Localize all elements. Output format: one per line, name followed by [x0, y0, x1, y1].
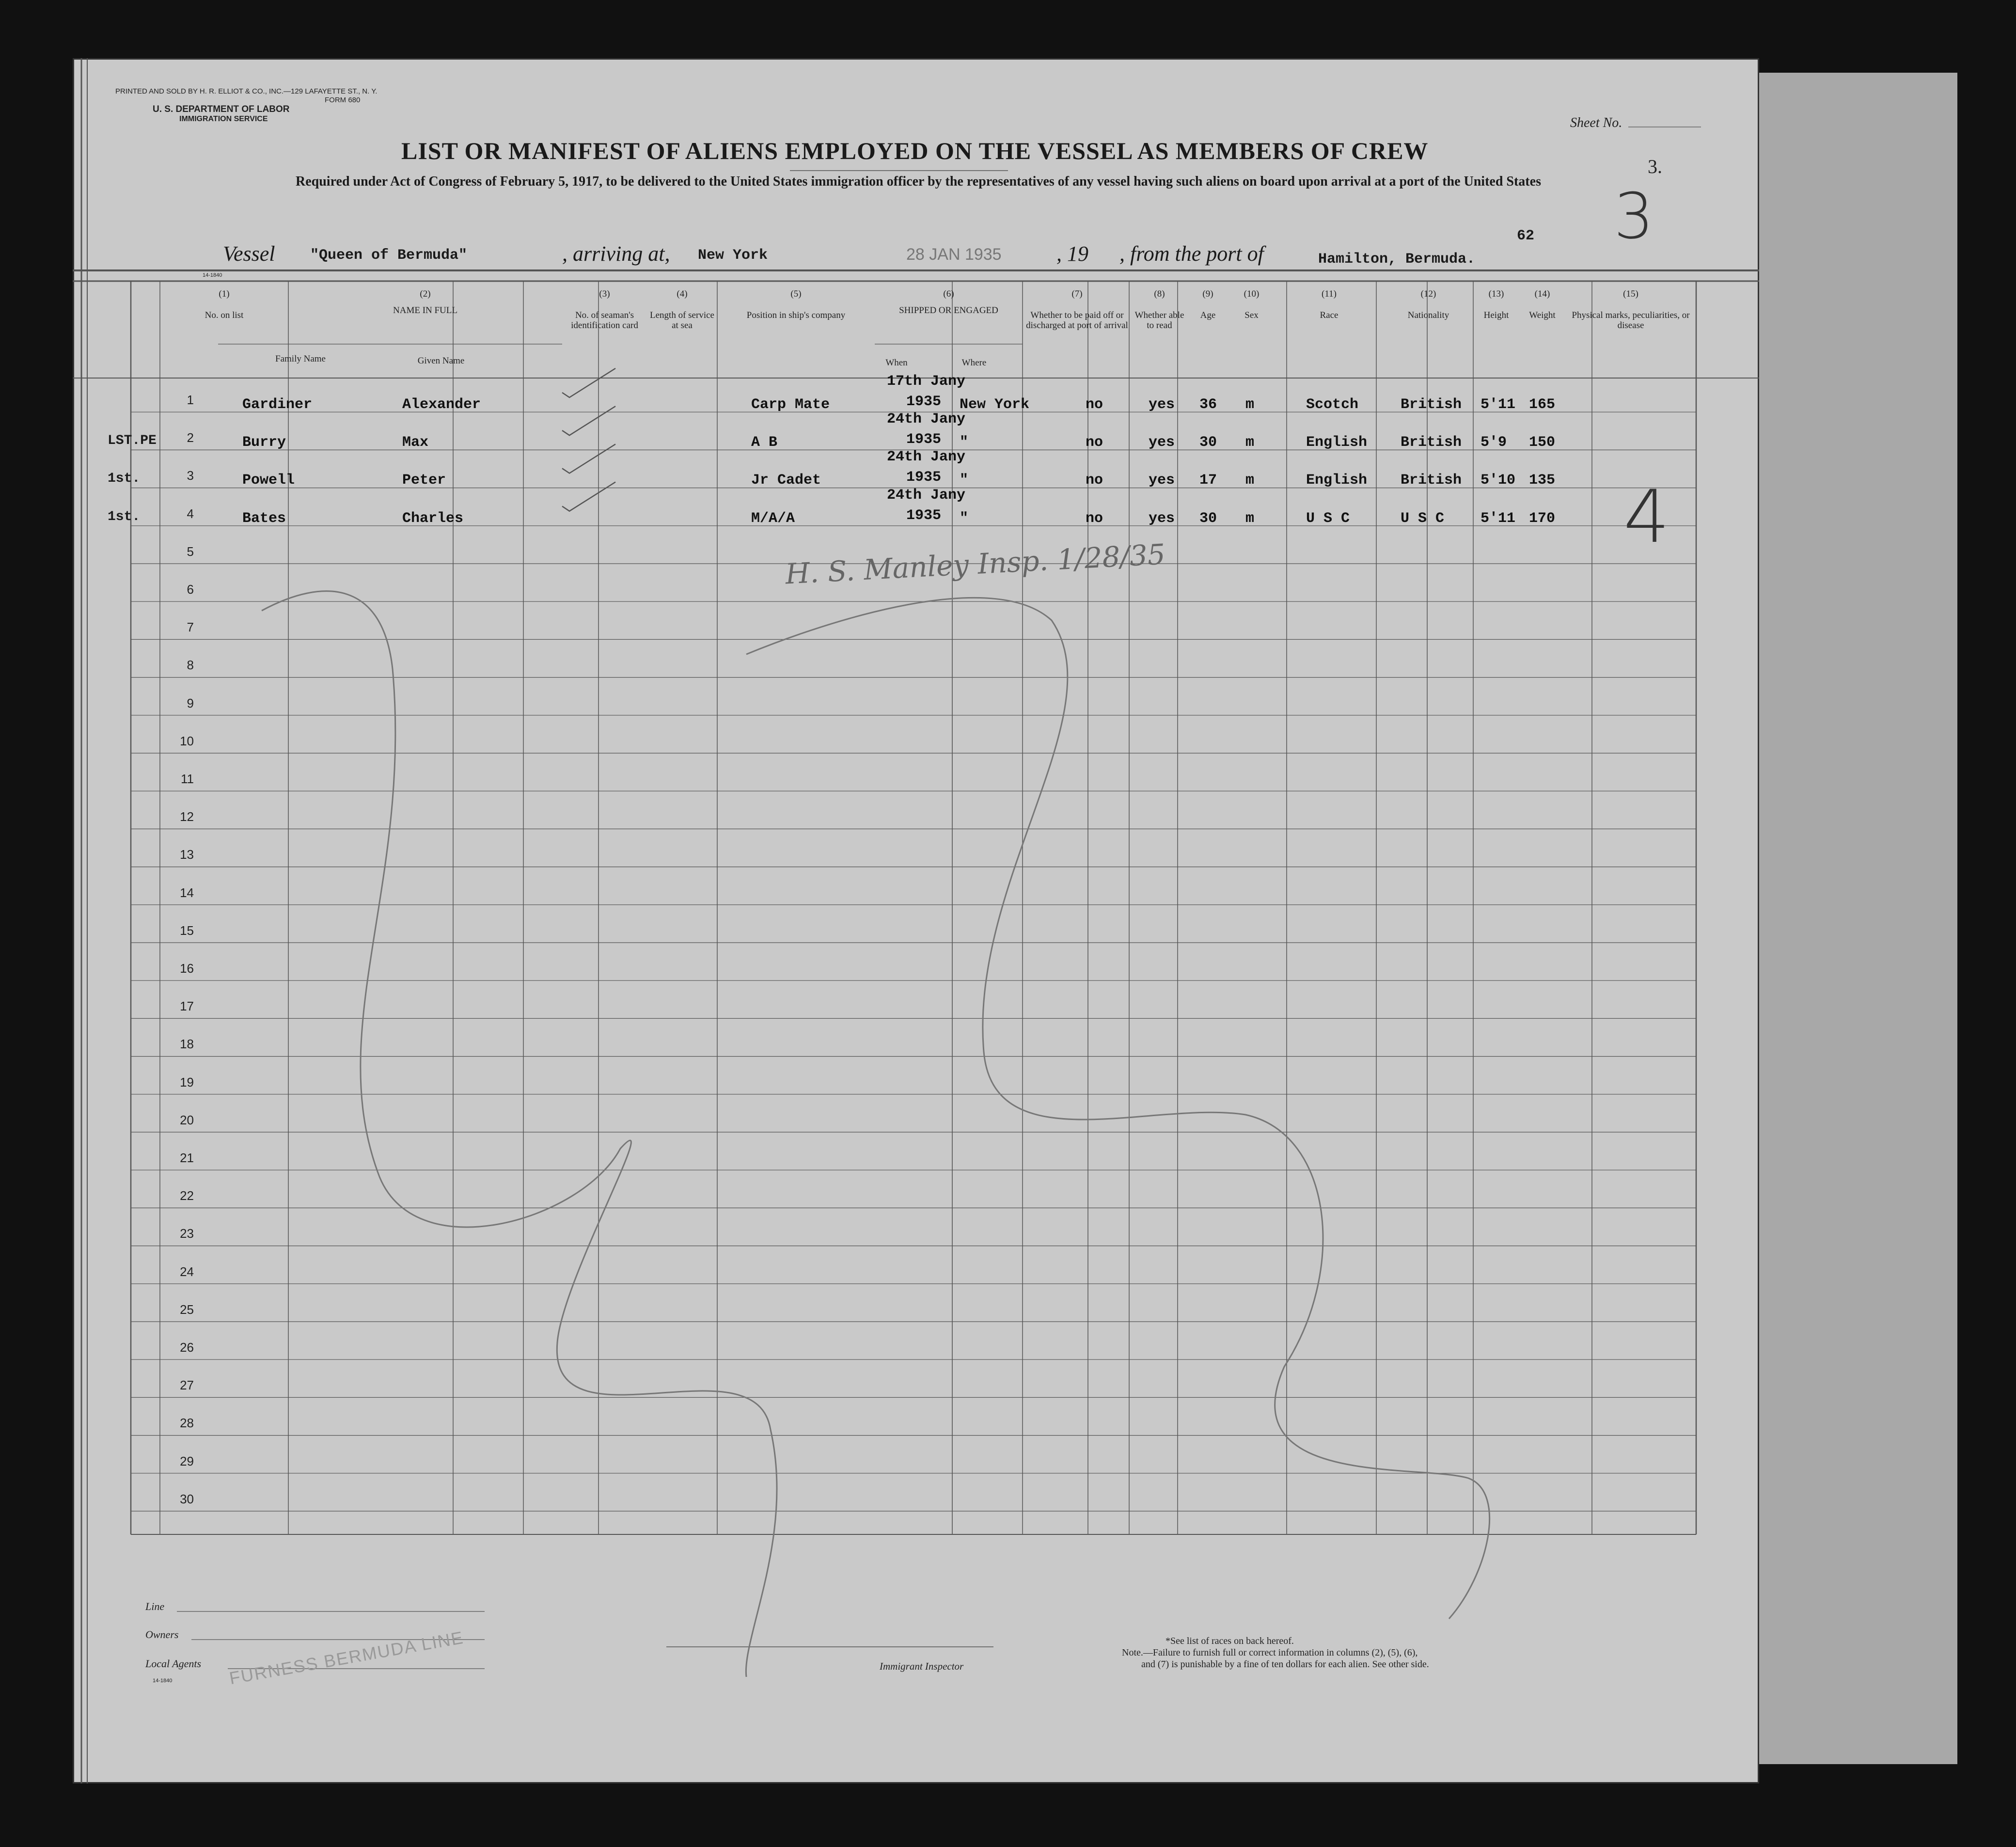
column-number: (2) — [420, 289, 431, 299]
date-stamp: 28 JAN 1935 — [906, 245, 1002, 264]
row-number: 27 — [180, 1378, 194, 1393]
column-header: Height — [1483, 310, 1509, 320]
row-prefix: LST.PE — [108, 433, 157, 449]
column-number: (10) — [1244, 289, 1260, 299]
row-number: 15 — [180, 923, 194, 938]
printer-line: PRINTED AND SOLD BY H. R. ELLIOT & CO., INC.—129 LAFAYETTE ST., N. Y. — [115, 87, 378, 95]
footer-code: 14-1840 — [153, 1678, 173, 1684]
column-header: Nationality — [1407, 310, 1449, 320]
sex-cell: m — [1245, 434, 1255, 451]
column-header: Race — [1320, 310, 1339, 320]
shipped-when-date-cell: 24th Jany — [887, 487, 966, 504]
shipped-when-year-cell: 1935 — [906, 431, 942, 448]
sex-cell: m — [1245, 396, 1255, 413]
row-number: 7 — [187, 620, 194, 635]
row-number: 1 — [187, 393, 194, 407]
row-number: 17 — [180, 999, 194, 1014]
service-name: IMMIGRATION SERVICE — [179, 115, 268, 123]
row-prefix: 1st. — [108, 471, 141, 487]
department-name: U. S. DEPARTMENT OF LABOR — [153, 104, 290, 114]
shipped-when-date-cell: 24th Jany — [887, 449, 966, 466]
column-header: Whether able to read — [1134, 310, 1184, 331]
position-cell: Carp Mate — [751, 396, 830, 413]
arriving-port: New York — [698, 247, 768, 264]
check-mark — [562, 444, 615, 473]
column-number: (7) — [1071, 289, 1083, 299]
column-number: (3) — [599, 289, 610, 299]
height-cell: 5'10 — [1480, 472, 1516, 489]
shipped-when-date-cell: 17th Jany — [887, 373, 966, 390]
underlying-sheet — [1740, 73, 1957, 1764]
row-number: 25 — [180, 1302, 194, 1317]
age-cell: 30 — [1199, 510, 1217, 527]
list-number: 62 — [1517, 228, 1535, 244]
row-number: 12 — [180, 809, 194, 824]
race-cell: Scotch — [1306, 396, 1359, 413]
column-number: (12) — [1420, 289, 1436, 299]
column-number: (8) — [1154, 289, 1165, 299]
given-name-cell: Peter — [402, 472, 446, 489]
shipped-where-cell: " — [960, 472, 969, 489]
position-cell: M/A/A — [751, 510, 795, 527]
able-to-read-cell: yes — [1149, 510, 1175, 527]
penalty-note-2: and (7) is punishable by a fine of ten dollars for each alien. See other side. — [1141, 1659, 1429, 1670]
check-mark — [562, 406, 615, 435]
given-name-cell: Alexander — [402, 396, 481, 413]
given-name-cell: Max — [402, 434, 429, 451]
row-number: 20 — [180, 1112, 194, 1127]
column-header: No. of seaman's identification card — [571, 310, 638, 331]
given-name-cell: Charles — [402, 510, 464, 527]
year-label: , 19 — [1056, 242, 1088, 266]
age-cell: 17 — [1199, 472, 1217, 489]
row-number: 16 — [180, 961, 194, 976]
form-subtitle: Required under Act of Congress of February 5, 1917, to be delivered to the United States immigration officer by the representatives of any vessel having such aliens on board upon arrival at a port of the United States — [296, 174, 1541, 189]
sheet-number-label: Sheet No. — [1570, 115, 1622, 130]
local-agents-label: Local Agents — [145, 1658, 202, 1670]
row-number: 2 — [187, 430, 194, 445]
column-header: Physical marks, peculiarities, or disease — [1572, 310, 1690, 331]
inspector-signature: H. S. Manley Insp. 1/28/35 — [784, 537, 1166, 591]
height-cell: 5'11 — [1480, 510, 1516, 527]
column-header: Whether to be paid off or discharged at port of arrival — [1026, 310, 1128, 331]
row-number: 5 — [187, 544, 194, 559]
nationality-cell: British — [1401, 396, 1462, 413]
corner-number: 3. — [1648, 156, 1662, 177]
form-title: LIST OR MANIFEST OF ALIENS EMPLOYED ON THE VESSEL AS MEMBERS OF CREW — [401, 137, 1429, 164]
height-cell: 5'11 — [1480, 396, 1516, 413]
family-name-cell: Gardiner — [242, 396, 313, 413]
row-number: 14 — [180, 885, 194, 900]
paid-off-cell: no — [1086, 510, 1103, 527]
shipped-when-year-cell: 1935 — [906, 469, 942, 486]
position-cell: A B — [751, 434, 778, 451]
row-number: 30 — [180, 1491, 194, 1506]
race-cell: U S C — [1306, 510, 1350, 527]
check-mark — [562, 368, 615, 397]
column-header: SHIPPED OR ENGAGED — [899, 305, 998, 316]
column-header: NAME IN FULL — [393, 305, 457, 316]
row-number: 10 — [180, 733, 194, 748]
nationality-cell: U S C — [1401, 510, 1445, 527]
family-name-header: Family Name — [275, 354, 326, 364]
pencil-cancellation-line — [262, 591, 1490, 1677]
column-number: (11) — [1322, 289, 1337, 299]
column-header: Length of service at sea — [650, 310, 714, 331]
column-header: Weight — [1529, 310, 1556, 320]
line-label: Line — [145, 1600, 165, 1612]
weight-cell: 165 — [1529, 396, 1556, 413]
form-number: FORM 680 — [325, 96, 361, 104]
row-number: 23 — [180, 1226, 194, 1241]
paid-off-cell: no — [1086, 396, 1103, 413]
row-number: 13 — [180, 847, 194, 862]
row-number: 3 — [187, 468, 194, 483]
vessel-name: "Queen of Bermuda" — [310, 247, 468, 264]
row-number: 21 — [180, 1151, 194, 1165]
shipped-where-cell: " — [960, 510, 969, 527]
weight-cell: 135 — [1529, 472, 1556, 489]
height-cell: 5'9 — [1480, 434, 1507, 451]
row-number: 24 — [180, 1264, 194, 1279]
sex-cell: m — [1245, 472, 1255, 489]
column-number: (4) — [677, 289, 688, 299]
shipped-where-cell: New York — [960, 396, 1030, 413]
column-header: No. on list — [205, 310, 244, 320]
weight-cell: 170 — [1529, 510, 1556, 527]
family-name-cell: Burry — [242, 434, 286, 451]
paid-off-cell: no — [1086, 472, 1103, 489]
family-name-cell: Powell — [242, 472, 295, 489]
shipped-where-cell: " — [960, 434, 969, 451]
handwritten-sheet-number: 3 — [1614, 179, 1654, 253]
paid-off-cell: no — [1086, 434, 1103, 451]
column-header: Sex — [1244, 310, 1259, 320]
family-name-cell: Bates — [242, 510, 286, 527]
row-number: 22 — [180, 1188, 194, 1203]
margin-hand-number: 4 — [1623, 475, 1670, 559]
row-number: 9 — [187, 695, 194, 710]
owners-label: Owners — [145, 1628, 179, 1641]
row-number: 29 — [180, 1453, 194, 1468]
row-number: 19 — [180, 1074, 194, 1089]
able-to-read-cell: yes — [1149, 434, 1175, 451]
column-number: (9) — [1202, 289, 1213, 299]
inspector-label: Immigrant Inspector — [880, 1660, 964, 1672]
column-number: (13) — [1488, 289, 1504, 299]
shipped-when-year-cell: 1935 — [906, 507, 942, 524]
company-stamp: FURNESS BERMUDA LINE — [228, 1627, 465, 1689]
column-number: (14) — [1534, 289, 1550, 299]
row-number: 28 — [180, 1416, 194, 1431]
row-number: 8 — [187, 658, 194, 673]
column-header: Age — [1200, 310, 1216, 320]
races-note: *See list of races on back hereof. — [1166, 1636, 1294, 1646]
nationality-cell: British — [1401, 472, 1462, 489]
where-header: Where — [961, 358, 987, 368]
row-number: 26 — [180, 1340, 194, 1355]
able-to-read-cell: yes — [1149, 396, 1175, 413]
row-number: 4 — [187, 506, 194, 521]
vessel-label: Vessel — [223, 242, 275, 266]
from-port-label: , from the port of — [1119, 242, 1264, 266]
position-cell: Jr Cadet — [751, 472, 821, 489]
nationality-cell: British — [1401, 434, 1462, 451]
weight-cell: 150 — [1529, 434, 1556, 451]
column-number: (6) — [943, 289, 954, 299]
arriving-label: , arriving at, — [562, 242, 670, 266]
column-number: (5) — [790, 289, 802, 299]
column-number: (1) — [219, 289, 230, 299]
row-number: 18 — [180, 1037, 194, 1052]
shipped-when-date-cell: 24th Jany — [887, 411, 966, 428]
row-number: 6 — [187, 582, 194, 597]
sex-cell: m — [1245, 510, 1255, 527]
row-prefix: 1st. — [108, 509, 141, 524]
column-number: (15) — [1623, 289, 1638, 299]
age-cell: 30 — [1199, 434, 1217, 451]
small-code: 14-1840 — [203, 272, 222, 278]
when-header: When — [885, 358, 908, 368]
shipped-when-year-cell: 1935 — [906, 394, 942, 410]
penalty-note-1: Note.—Failure to furnish full or correct information in columns (2), (5), (6), — [1122, 1647, 1418, 1658]
given-name-header: Given Name — [417, 356, 465, 366]
check-mark — [562, 482, 615, 511]
age-cell: 36 — [1199, 396, 1217, 413]
row-number: 11 — [181, 772, 194, 786]
manifest-sheet — [73, 58, 1759, 1784]
from-port: Hamilton, Bermuda. — [1318, 251, 1476, 268]
race-cell: English — [1306, 434, 1368, 451]
race-cell: English — [1306, 472, 1368, 489]
able-to-read-cell: yes — [1149, 472, 1175, 489]
column-header: Position in ship's company — [746, 310, 846, 320]
